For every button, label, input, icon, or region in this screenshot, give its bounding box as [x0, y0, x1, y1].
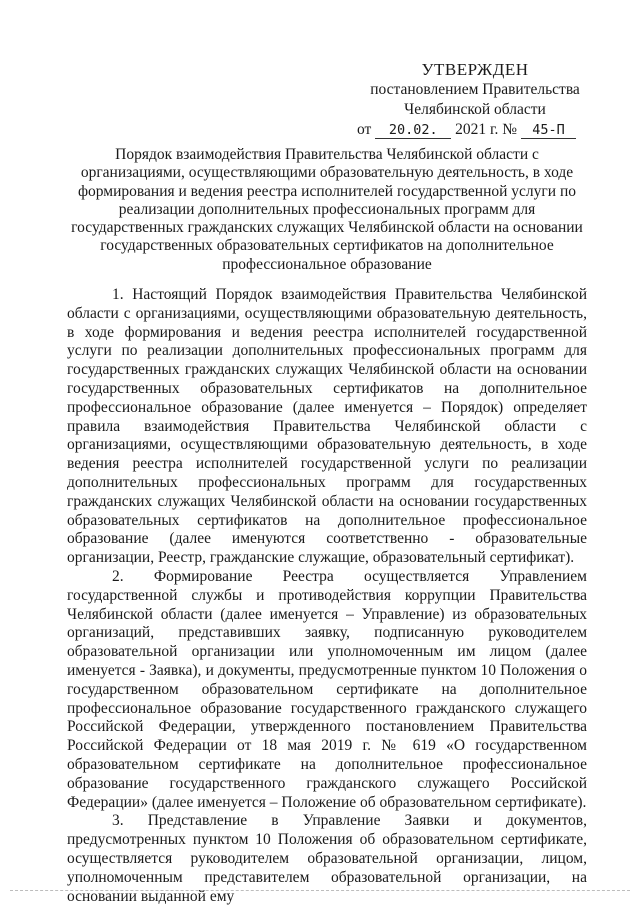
page-bottom-divider [10, 890, 630, 891]
paragraph-2: 2. Формирование Реестра осуществляется Управлением государственной службы и противодействия коррупции Правительства Челябинской области (далее именуется – Управление) из образовательных организаций, представивших заявку, подписанную руководителем образовательной организации или уполномоченным им лицом (далее именуется - Заявка), и документы, предусмотренные пунктом 10 Положения о государственном образовательном сертификате на дополнительное профессиональное образование государственного гражданского служащего Российской Федерации, утвержденного постановлением Правительства Российской Федерации от 18 мая 2019 г. № 619 «О государственном образовательном сертификате на дополнительное профессиональное образование государственного гражданского служащего Российской Федерации» (далее именуется – Положение об образовательном сертификате). [67, 567, 587, 811]
approval-block [355, 60, 595, 140]
decree-number: 45-П [521, 122, 576, 139]
paragraph-1: 1. Настоящий Порядок взаимодействия Правительства Челябинской области с организациями, осуществляющими образовательную деятельность, в ходе формирования и ведения реестра исполнителей государственной услуги по реализации дополнительных профессиональных программ для государственных гражданских служащих Челябинской области на основании государственных образовательных сертификатов на дополнительное профессиональное образование (далее именуется – Порядок) определяет правила взаимодействия Правительства Челябинской области с организациями, осуществляющими образовательную деятельность, в ходе ведения реестра исполнителей государственной услуги по реализации дополнительных профессиональных программ для государственных гражданских служащих Челябинской области на основании государственных образовательных сертификатов на дополнительное профессиональное образование (далее именуются соответственно - образовательные организации, Реестр, гражданские служащие, образовательный сертификат). [67, 286, 587, 567]
approval-heading: УТВЕРЖДЕН [421, 60, 529, 79]
date-prefix: от [357, 121, 372, 138]
document-title: Порядок взаимодействия Правительства Челябинской области с организациями, осуществляющими образовательную деятельность, в ходе формирования и ведения реестра исполнителей государственной услуги по реализации дополнительных профессиональных программ для государственных гражданских служащих Челябинской области на основании государственных образовательных сертификатов на дополнительное профессиональное образование [71, 146, 583, 273]
approval-region-line: Челябинской области [404, 101, 546, 118]
year-suffix: 2021 г. № [455, 121, 518, 138]
document-body [67, 286, 587, 906]
paragraph-3: 3. Представление в Управление Заявки и документов, предусмотренных пунктом 10 Положения об образовательном сертификате, осуществляется руководителем образовательной организации, лицом, уполномоченным представителем образовательной организации, на основании выданной ему [67, 812, 587, 905]
date-value: 20.02. [375, 122, 451, 139]
approval-act-line: постановлением Правительства [370, 81, 580, 98]
approval-date-line [357, 120, 595, 140]
